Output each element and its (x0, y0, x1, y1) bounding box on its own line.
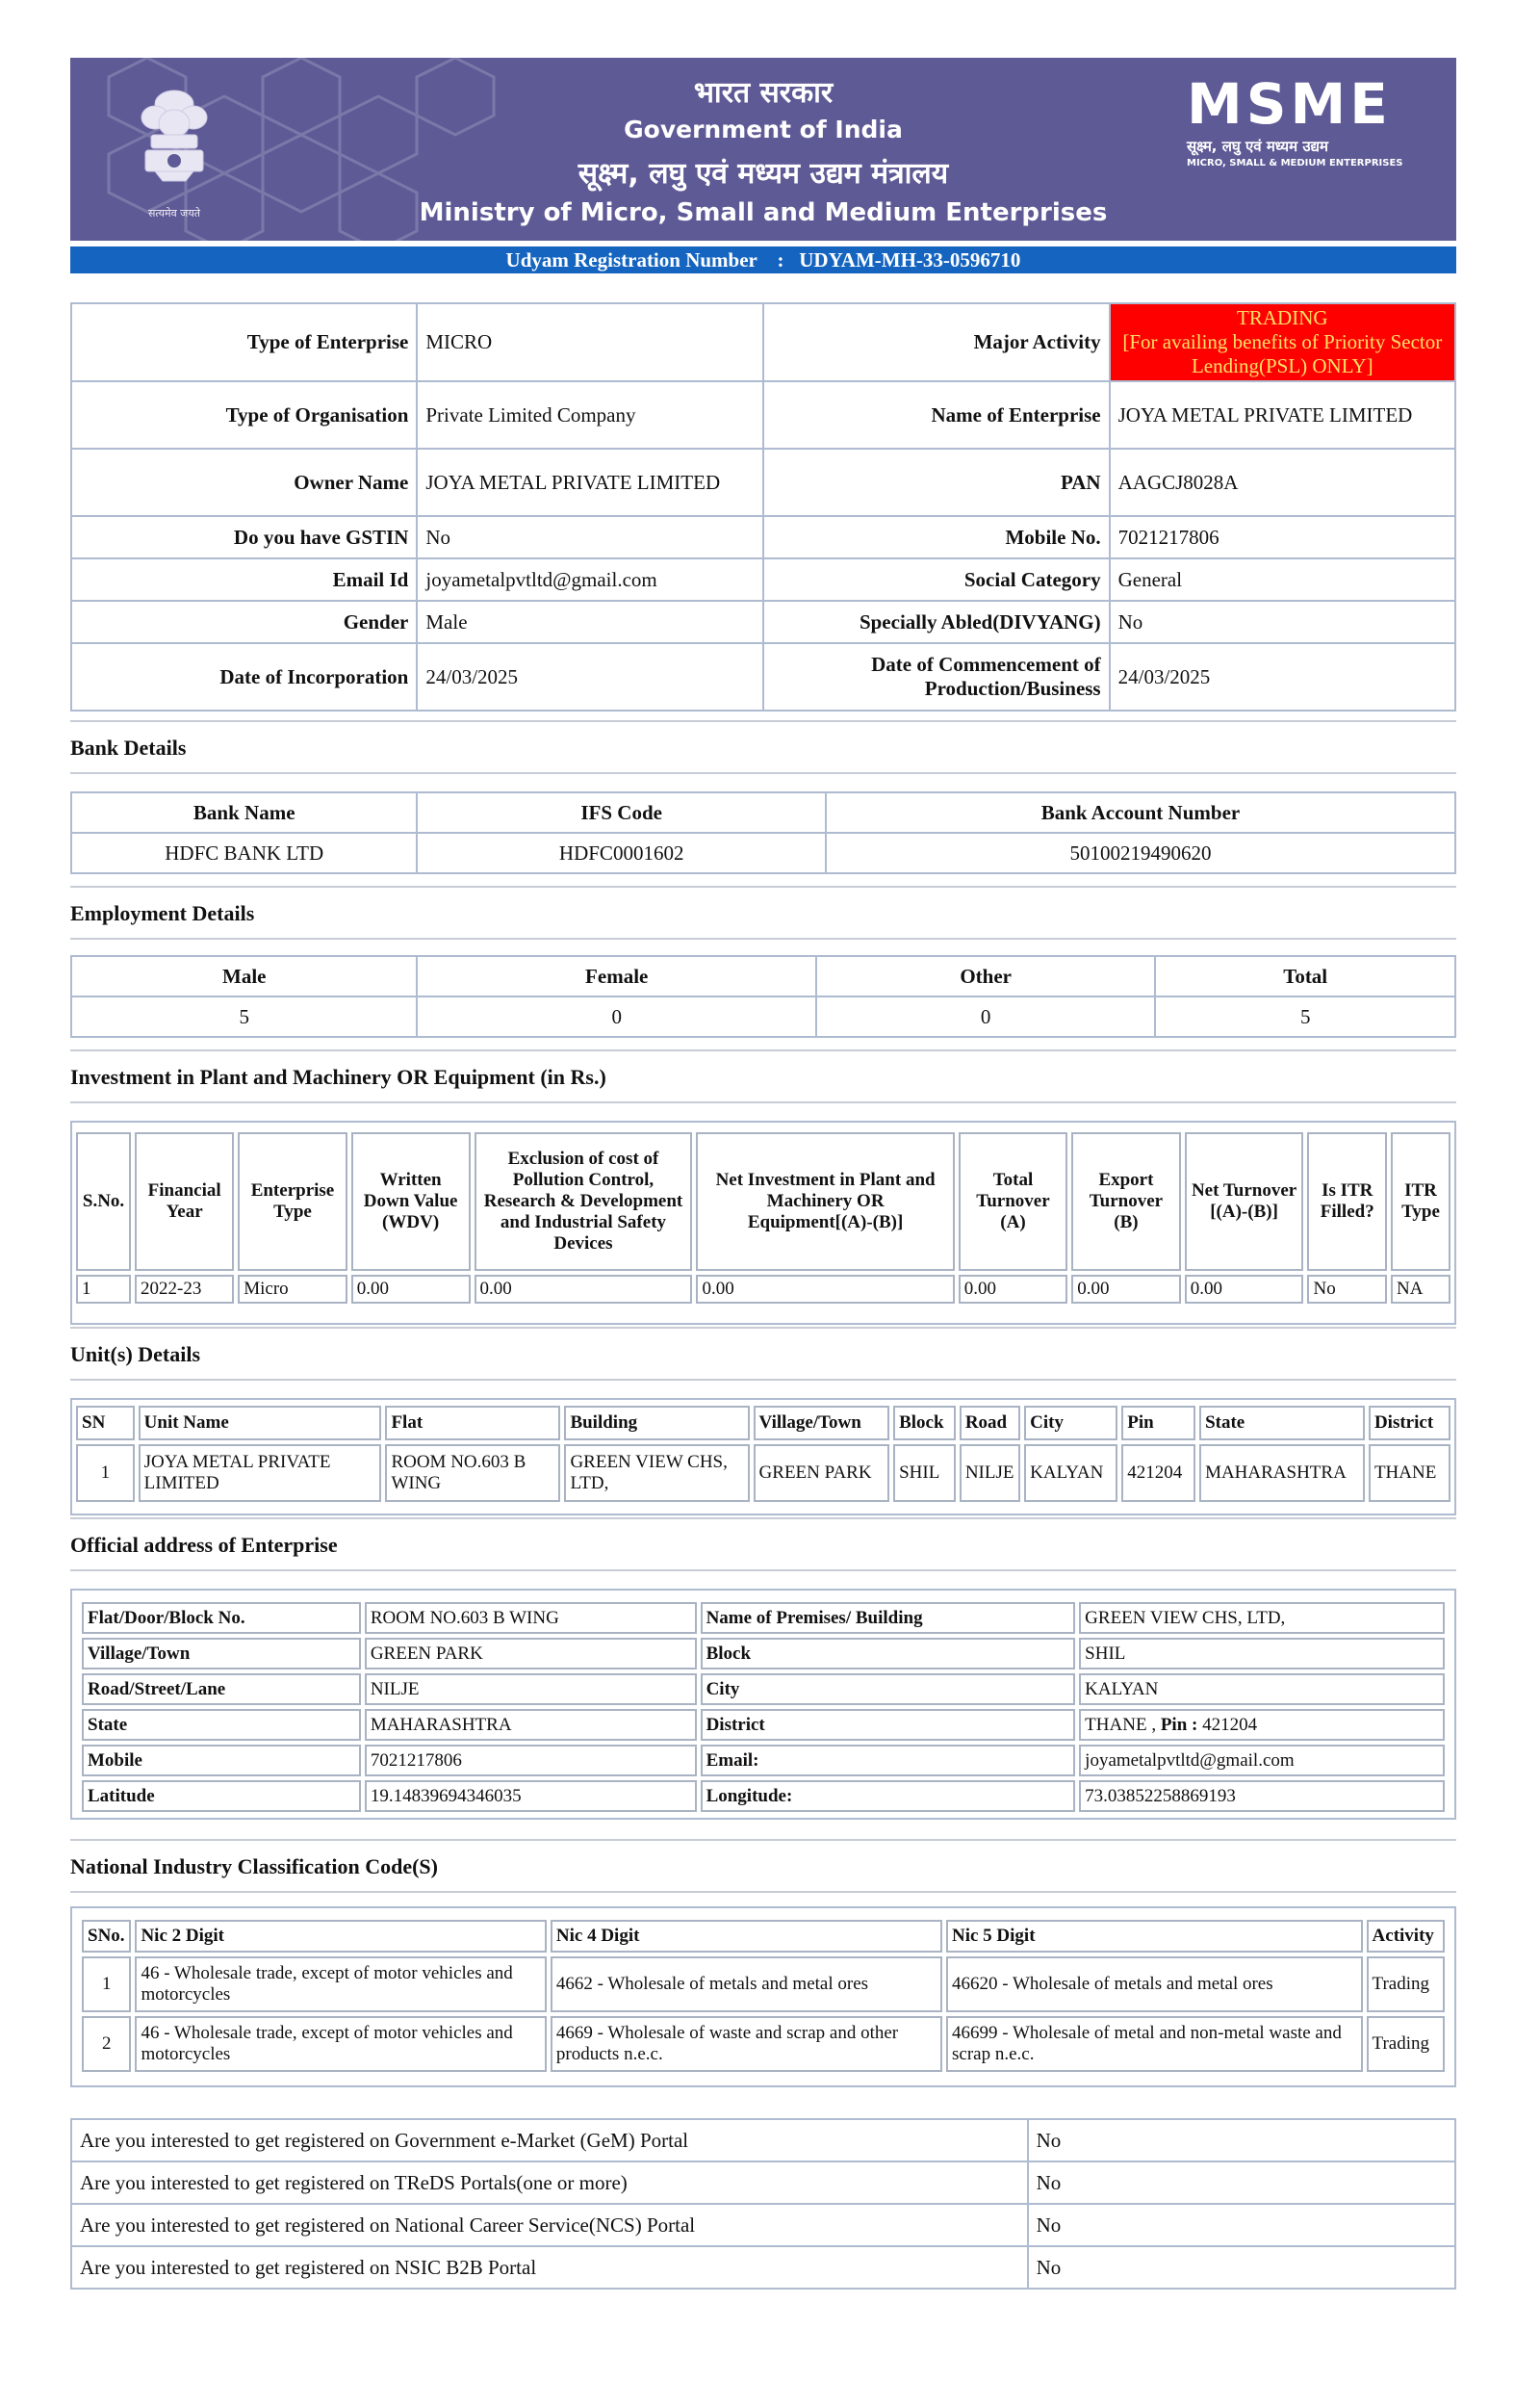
msme-hindi-text: सूक्ष्म, लघु एवं मध्यम उद्यम (1187, 138, 1328, 155)
pin-value: 421204 (1202, 1714, 1258, 1735)
major-activity-label: Major Activity (763, 303, 1110, 381)
treds-portal-question: Are you interested to get registered on TReDS Portals(one or more) (71, 2161, 1028, 2204)
state-value: MAHARASHTRA (365, 1709, 697, 1741)
road-header: Road (960, 1406, 1020, 1440)
table-row (82, 1673, 1445, 1705)
wdv-header: Written Down Value (WDV) (351, 1132, 471, 1271)
unit-details-table (72, 1402, 1454, 1506)
financial-year-header: Financial Year (135, 1132, 234, 1271)
itr-type-value: NA (1391, 1275, 1450, 1304)
unit-flat: ROOM NO.603 B WING (385, 1444, 560, 1502)
date-of-commencement-label: Date of Commencement of Production/Business (763, 643, 1110, 711)
latitude-label: Latitude (82, 1780, 361, 1812)
unit-details-heading: Unit(s) Details (70, 1327, 1456, 1381)
bank-name-header: Bank Name (71, 792, 417, 833)
date-of-incorporation-value: 24/03/2025 (417, 643, 763, 711)
major-activity-value (1110, 303, 1455, 381)
other-header: Other (816, 956, 1156, 996)
itr-filled-value: No (1307, 1275, 1387, 1304)
msme-logo-text: MSME (1187, 71, 1392, 137)
email-value: joyametalpvtltd@gmail.com (417, 558, 763, 601)
total-turnover-value: 0.00 (959, 1275, 1067, 1304)
nic5-value: 46699 - Wholesale of metal and non-metal waste and scrap n.e.c. (946, 2016, 1363, 2072)
road-label: Road/Street/Lane (82, 1673, 361, 1705)
gem-portal-answer: No (1028, 2119, 1455, 2161)
gem-portal-question: Are you interested to get registered on Government e-Market (GeM) Portal (71, 2119, 1028, 2161)
unit-state: MAHARASHTRA (1199, 1444, 1365, 1502)
ifs-code-value: HDFC0001602 (417, 833, 825, 873)
table-row (71, 996, 1455, 1037)
enterprise-type-value: Micro (238, 1275, 346, 1304)
mobile-label: Mobile (82, 1745, 361, 1776)
unit-pin: 421204 (1121, 1444, 1195, 1502)
portal-interest-table (70, 2118, 1456, 2290)
table-row (71, 643, 1455, 711)
district-value: THANE (1085, 1714, 1147, 1735)
header-banner (70, 58, 1456, 241)
unit-city: KALYAN (1024, 1444, 1117, 1502)
registration-number: UDYAM-MH-33-0596710 (799, 248, 1021, 272)
registration-separator: : (777, 248, 784, 272)
pin-label: Pin : (1160, 1714, 1198, 1735)
mobile-value: 7021217806 (1110, 516, 1455, 558)
email-label: Email Id (71, 558, 417, 601)
type-of-enterprise-value: MICRO (417, 303, 763, 381)
employment-details-heading: Employment Details (70, 886, 1456, 940)
divyang-label: Specially Abled(DIVYANG) (763, 601, 1110, 643)
bank-details-table (70, 791, 1456, 874)
employment-details-table (70, 955, 1456, 1038)
official-address-box (70, 1589, 1456, 1820)
major-activity-note: [For availing benefits of Priority Sector Lending(PSL) ONLY] (1122, 330, 1443, 377)
export-turnover-value: 0.00 (1071, 1275, 1180, 1304)
major-activity-text: TRADING (1237, 306, 1328, 329)
owner-name-value: JOYA METAL PRIVATE LIMITED (417, 449, 763, 516)
bank-name-value: HDFC BANK LTD (71, 833, 417, 873)
enterprise-type-header: Enterprise Type (238, 1132, 346, 1271)
ministry-title: Ministry of Micro, Small and Medium Enterprises (419, 198, 1108, 227)
table-row (82, 1602, 1445, 1634)
table-row (71, 558, 1455, 601)
table-row (71, 2119, 1455, 2161)
msme-english-text: MICRO, SMALL & MEDIUM ENTERPRISES (1187, 158, 1403, 168)
divyang-value: No (1110, 601, 1455, 643)
net-investment-header: Net Investment in Plant and Machinery OR Equipment[(A)-(B)] (696, 1132, 954, 1271)
wdv-value: 0.00 (351, 1275, 471, 1304)
nic4-value: 4662 - Wholesale of metals and metal ores (551, 1956, 942, 2012)
village-label: Village/Town (82, 1638, 361, 1669)
table-row (71, 833, 1455, 873)
flat-label: Flat/Door/Block No. (82, 1602, 361, 1634)
unit-name: JOYA METAL PRIVATE LIMITED (139, 1444, 382, 1502)
unit-sn: 1 (76, 1444, 135, 1502)
gstin-label: Do you have GSTIN (71, 516, 417, 558)
enterprise-name-label: Name of Enterprise (763, 381, 1110, 449)
unit-district: THANE (1369, 1444, 1450, 1502)
unit-building: GREEN VIEW CHS, LTD, (564, 1444, 749, 1502)
table-row (71, 516, 1455, 558)
type-of-organisation-label: Type of Organisation (71, 381, 417, 449)
pin-header: Pin (1121, 1406, 1195, 1440)
table-row (71, 601, 1455, 643)
net-turnover-header: Net Turnover [(A)-(B)] (1185, 1132, 1304, 1271)
export-turnover-header: Export Turnover (B) (1071, 1132, 1180, 1271)
nic5-value: 46620 - Wholesale of metals and metal ores (946, 1956, 1363, 2012)
building-header: Building (564, 1406, 749, 1440)
email-label: Email: (701, 1745, 1076, 1776)
gender-value: Male (417, 601, 763, 643)
nic4-header: Nic 4 Digit (551, 1920, 942, 1953)
male-count: 5 (71, 996, 417, 1037)
registration-number-bar (70, 246, 1456, 273)
unit-village: GREEN PARK (754, 1444, 890, 1502)
table-row (71, 449, 1455, 516)
city-header: City (1024, 1406, 1117, 1440)
hindi-ministry-title: सूक्ष्म, लघु एवं मध्यम उद्यम मंत्रालय (578, 157, 949, 191)
table-row (82, 1956, 1445, 2012)
table-header-row (71, 792, 1455, 833)
ncs-portal-question: Are you interested to get registered on National Career Service(NCS) Portal (71, 2204, 1028, 2246)
investment-heading: Investment in Plant and Machinery OR Equipment (in Rs.) (70, 1049, 1456, 1103)
table-row (82, 1709, 1445, 1741)
nic-table (72, 1916, 1454, 2076)
nsic-portal-question: Are you interested to get registered on NSIC B2B Portal (71, 2246, 1028, 2289)
nic-box (70, 1906, 1456, 2087)
emblem-motto: सत्यमेव जयते (147, 207, 200, 220)
itr-type-header: ITR Type (1391, 1132, 1450, 1271)
district-separator: , (1151, 1714, 1157, 1735)
nic5-header: Nic 5 Digit (946, 1920, 1363, 1953)
longitude-label: Longitude: (701, 1780, 1076, 1812)
sno-header: S.No. (76, 1132, 131, 1271)
nic-heading: National Industry Classification Code(S) (70, 1839, 1456, 1893)
ifs-code-header: IFS Code (417, 792, 825, 833)
city-value: KALYAN (1079, 1673, 1445, 1705)
unit-block: SHIL (893, 1444, 956, 1502)
government-title: Government of India (624, 116, 903, 143)
block-value: SHIL (1079, 1638, 1445, 1669)
table-row (71, 2161, 1455, 2204)
mobile-label: Mobile No. (763, 516, 1110, 558)
table-row (82, 1745, 1445, 1776)
official-address-heading: Official address of Enterprise (70, 1517, 1456, 1571)
nic4-value: 4669 - Wholesale of waste and scrap and other products n.e.c. (551, 2016, 942, 2072)
msme-logo (1187, 71, 1418, 168)
exclusion-header: Exclusion of cost of Pollution Control, Research & Development and Industrial Safety Devices (475, 1132, 693, 1271)
sn-header: SN (76, 1406, 135, 1440)
table-header-row (71, 956, 1455, 996)
account-number-header: Bank Account Number (826, 792, 1455, 833)
nic2-value: 46 - Wholesale trade, except of motor vehicles and motorcycles (135, 2016, 546, 2072)
nic2-value: 46 - Wholesale trade, except of motor vehicles and motorcycles (135, 1956, 546, 2012)
road-value: NILJE (365, 1673, 697, 1705)
table-header-row (82, 1920, 1445, 1953)
investment-table (72, 1128, 1454, 1307)
state-label: State (82, 1709, 361, 1741)
nic-sno: 1 (82, 1956, 131, 2012)
state-header: State (1199, 1406, 1365, 1440)
unit-road: NILJE (960, 1444, 1020, 1502)
district-label: District (701, 1709, 1076, 1741)
longitude-value: 73.03852258869193 (1079, 1780, 1445, 1812)
nsic-portal-answer: No (1028, 2246, 1455, 2289)
table-row (76, 1444, 1450, 1502)
ncs-portal-answer: No (1028, 2204, 1455, 2246)
sno-value: 1 (76, 1275, 131, 1304)
table-row (82, 2016, 1445, 2072)
net-turnover-value: 0.00 (1185, 1275, 1304, 1304)
total-header: Total (1155, 956, 1455, 996)
district-header: District (1369, 1406, 1450, 1440)
gstin-value: No (417, 516, 763, 558)
enterprise-name-value: JOYA METAL PRIVATE LIMITED (1110, 381, 1455, 449)
total-turnover-header: Total Turnover (A) (959, 1132, 1067, 1271)
city-label: City (701, 1673, 1076, 1705)
male-header: Male (71, 956, 417, 996)
table-header-row (76, 1406, 1450, 1440)
nic-sno: 2 (82, 2016, 131, 2072)
activity-value: Trading (1367, 2016, 1445, 2072)
table-row (76, 1275, 1450, 1304)
account-number-value: 50100219490620 (826, 833, 1455, 873)
block-label: Block (701, 1638, 1076, 1669)
nic-sno-header: SNo. (82, 1920, 131, 1953)
net-investment-value: 0.00 (696, 1275, 954, 1304)
financial-year-value: 2022-23 (135, 1275, 234, 1304)
hindi-government-title: भारत सरकार (693, 76, 834, 110)
premises-label: Name of Premises/ Building (701, 1602, 1076, 1634)
table-row (71, 2246, 1455, 2289)
village-value: GREEN PARK (365, 1638, 697, 1669)
date-of-incorporation-label: Date of Incorporation (71, 643, 417, 711)
investment-box (70, 1121, 1456, 1325)
premises-value: GREEN VIEW CHS, LTD, (1079, 1602, 1445, 1634)
table-row (71, 381, 1455, 449)
other-count: 0 (816, 996, 1156, 1037)
date-of-commencement-value: 24/03/2025 (1110, 643, 1455, 711)
email-value: joyametalpvtltd@gmail.com (1079, 1745, 1445, 1776)
owner-name-label: Owner Name (71, 449, 417, 516)
latitude-value: 19.14839694346035 (365, 1780, 697, 1812)
table-header-row (76, 1132, 1450, 1271)
activity-header: Activity (1367, 1920, 1445, 1953)
social-category-label: Social Category (763, 558, 1110, 601)
block-header: Block (893, 1406, 956, 1440)
table-row (71, 303, 1455, 381)
type-of-organisation-value: Private Limited Company (417, 381, 763, 449)
itr-filled-header: Is ITR Filled? (1307, 1132, 1387, 1271)
pan-label: PAN (763, 449, 1110, 516)
table-row (82, 1780, 1445, 1812)
registration-label: Udyam Registration Number (505, 248, 757, 272)
treds-portal-answer: No (1028, 2161, 1455, 2204)
village-header: Village/Town (754, 1406, 890, 1440)
gender-label: Gender (71, 601, 417, 643)
bank-details-heading: Bank Details (70, 720, 1456, 774)
certificate (70, 58, 1456, 2279)
flat-value: ROOM NO.603 B WING (365, 1602, 697, 1634)
enterprise-details-table (70, 302, 1456, 712)
district-pin-value (1079, 1709, 1445, 1741)
flat-header: Flat (385, 1406, 560, 1440)
nic2-header: Nic 2 Digit (135, 1920, 546, 1953)
table-row (71, 2204, 1455, 2246)
total-count: 5 (1155, 996, 1455, 1037)
table-row (82, 1638, 1445, 1669)
female-count: 0 (417, 996, 815, 1037)
mobile-value: 7021217806 (365, 1745, 697, 1776)
pan-value: AAGCJ8028A (1110, 449, 1455, 516)
unit-name-header: Unit Name (139, 1406, 382, 1440)
social-category-value: General (1110, 558, 1455, 601)
female-header: Female (417, 956, 815, 996)
unit-details-box (70, 1398, 1456, 1515)
official-address-table (72, 1598, 1454, 1816)
activity-value: Trading (1367, 1956, 1445, 2012)
exclusion-value: 0.00 (475, 1275, 693, 1304)
type-of-enterprise-label: Type of Enterprise (71, 303, 417, 381)
